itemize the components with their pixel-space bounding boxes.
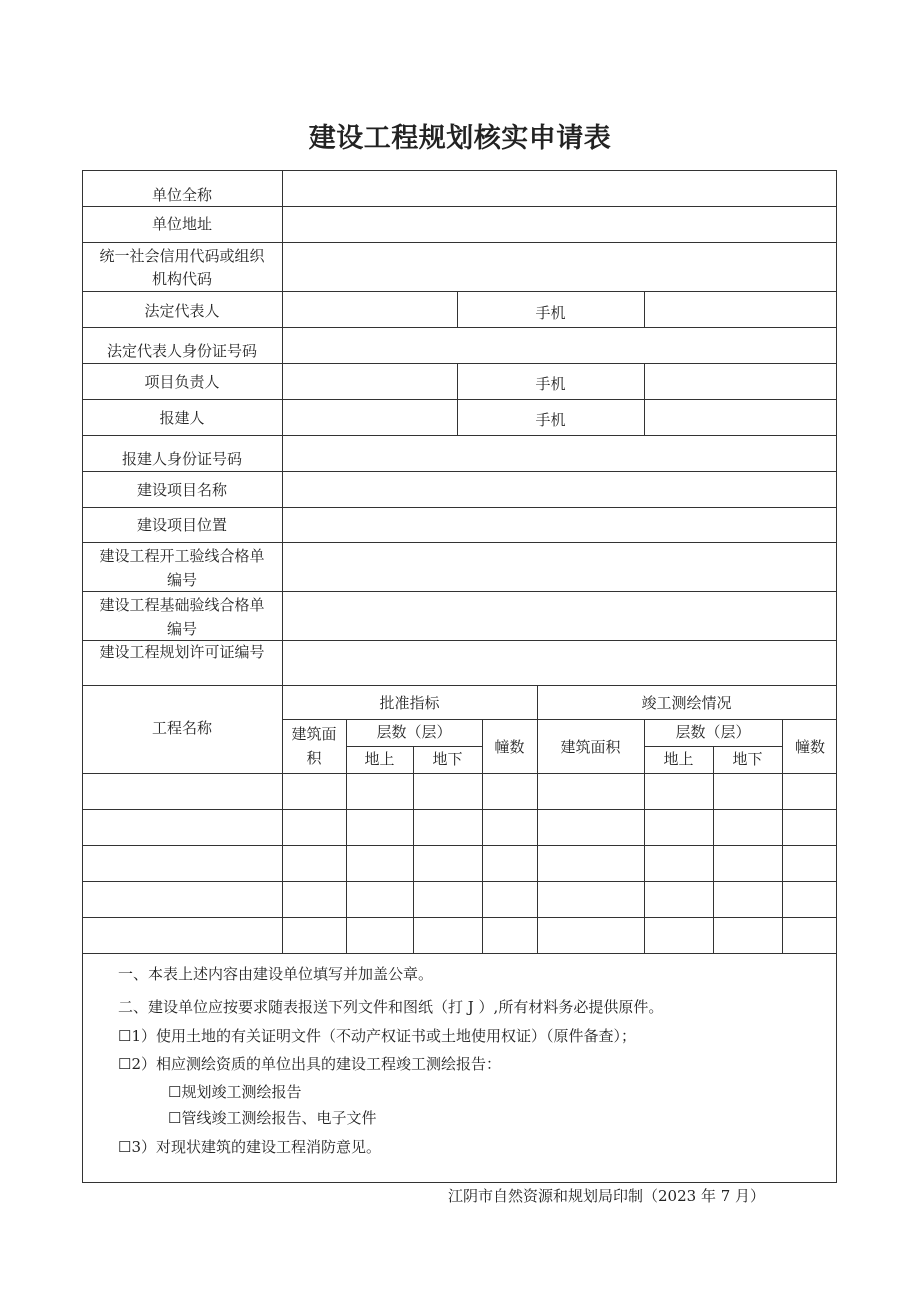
header-area: 建筑面 — [291, 725, 337, 743]
label-start-cert-cont: 编号 — [166, 571, 197, 589]
page-title: 建设工程规划核实申请表 — [308, 123, 612, 154]
note-line: 二、建设单位应按要求随表报送下列文件和图纸（打 J ）,所有材料务必提供原件。 — [118, 998, 664, 1016]
label-unit-address: 单位地址 — [151, 215, 212, 233]
header-area-cont: 积 — [306, 749, 322, 767]
header-buildings: 幢数 — [494, 738, 525, 756]
note-line: ☐3）对现状建筑的建设工程消防意见。 — [118, 1138, 381, 1156]
label-credit-code: 统一社会信用代码或组织 — [99, 247, 265, 265]
header-above: 地上 — [364, 750, 395, 768]
col-divider — [644, 363, 645, 435]
label-credit-code-cont: 机构代码 — [151, 270, 212, 288]
label-unit-name: 单位全称 — [151, 186, 212, 204]
label-phone: 手机 — [535, 375, 566, 393]
row-divider — [82, 435, 837, 436]
row-divider — [82, 773, 837, 774]
col-divider — [282, 170, 283, 954]
label-foundation-cert: 建设工程基础验线合格单 — [99, 596, 265, 614]
header-below: 地下 — [432, 750, 463, 768]
header-survey-area: 建筑面积 — [560, 738, 621, 756]
table-border — [82, 170, 837, 171]
note-line: ☐管线竣工测绘报告、电子文件 — [168, 1109, 377, 1127]
col-divider — [713, 746, 714, 954]
row-divider — [82, 471, 837, 472]
table-border — [836, 170, 837, 1183]
label-project-manager: 项目负责人 — [144, 373, 220, 391]
header-survey-buildings: 幢数 — [794, 738, 825, 756]
label-foundation-cert-cont: 编号 — [166, 620, 197, 638]
row-divider — [82, 917, 837, 918]
note-line: 一、本表上述内容由建设单位填写并加盖公章。 — [118, 965, 434, 983]
label-start-cert: 建设工程开工验线合格单 — [99, 547, 265, 565]
row-divider — [346, 746, 482, 747]
header-survey-above: 地上 — [663, 750, 694, 768]
row-divider — [82, 542, 837, 543]
header-floors: 层数（层） — [376, 723, 452, 741]
header-approved: 批准指标 — [379, 694, 440, 712]
row-divider — [82, 399, 837, 400]
row-divider — [282, 719, 837, 720]
label-legal-rep-id: 法定代表人身份证号码 — [106, 342, 257, 360]
col-divider — [644, 291, 645, 327]
col-divider — [413, 746, 414, 954]
label-legal-rep: 法定代表人 — [144, 302, 220, 320]
header-survey: 竣工测绘情况 — [641, 694, 732, 712]
footer-imprint: 江阴市自然资源和规划局印制（2023 年 7 月） — [448, 1187, 766, 1205]
note-line: ☐1）使用土地的有关证明文件（不动产权证书或土地使用权证）（原件备查）； — [118, 1027, 636, 1045]
label-project-name: 建设项目名称 — [136, 481, 227, 499]
label-permit-no: 建设工程规划许可证编号 — [99, 643, 265, 661]
row-divider — [82, 881, 837, 882]
label-project-location: 建设项目位置 — [136, 516, 227, 534]
row-divider — [82, 327, 837, 328]
note-line: ☐2）相应测绘资质的单位出具的建设工程竣工测绘报告： — [118, 1055, 501, 1073]
header-engineering-name: 工程名称 — [151, 719, 212, 737]
table-border — [82, 1182, 837, 1183]
col-divider — [537, 685, 538, 954]
row-divider — [82, 242, 837, 243]
header-survey-floors: 层数（层） — [675, 723, 751, 741]
row-divider — [82, 953, 837, 954]
label-phone: 手机 — [535, 304, 566, 322]
note-line: ☐规划竣工测绘报告 — [168, 1083, 302, 1101]
header-survey-below: 地下 — [732, 750, 763, 768]
row-divider — [82, 363, 837, 364]
label-applicant: 报建人 — [159, 409, 205, 427]
label-applicant-id: 报建人身份证号码 — [121, 450, 242, 468]
row-divider — [82, 685, 837, 686]
row-divider — [82, 809, 837, 810]
label-phone: 手机 — [535, 411, 566, 429]
row-divider — [82, 845, 837, 846]
row-divider — [82, 291, 837, 292]
row-divider — [82, 507, 837, 508]
